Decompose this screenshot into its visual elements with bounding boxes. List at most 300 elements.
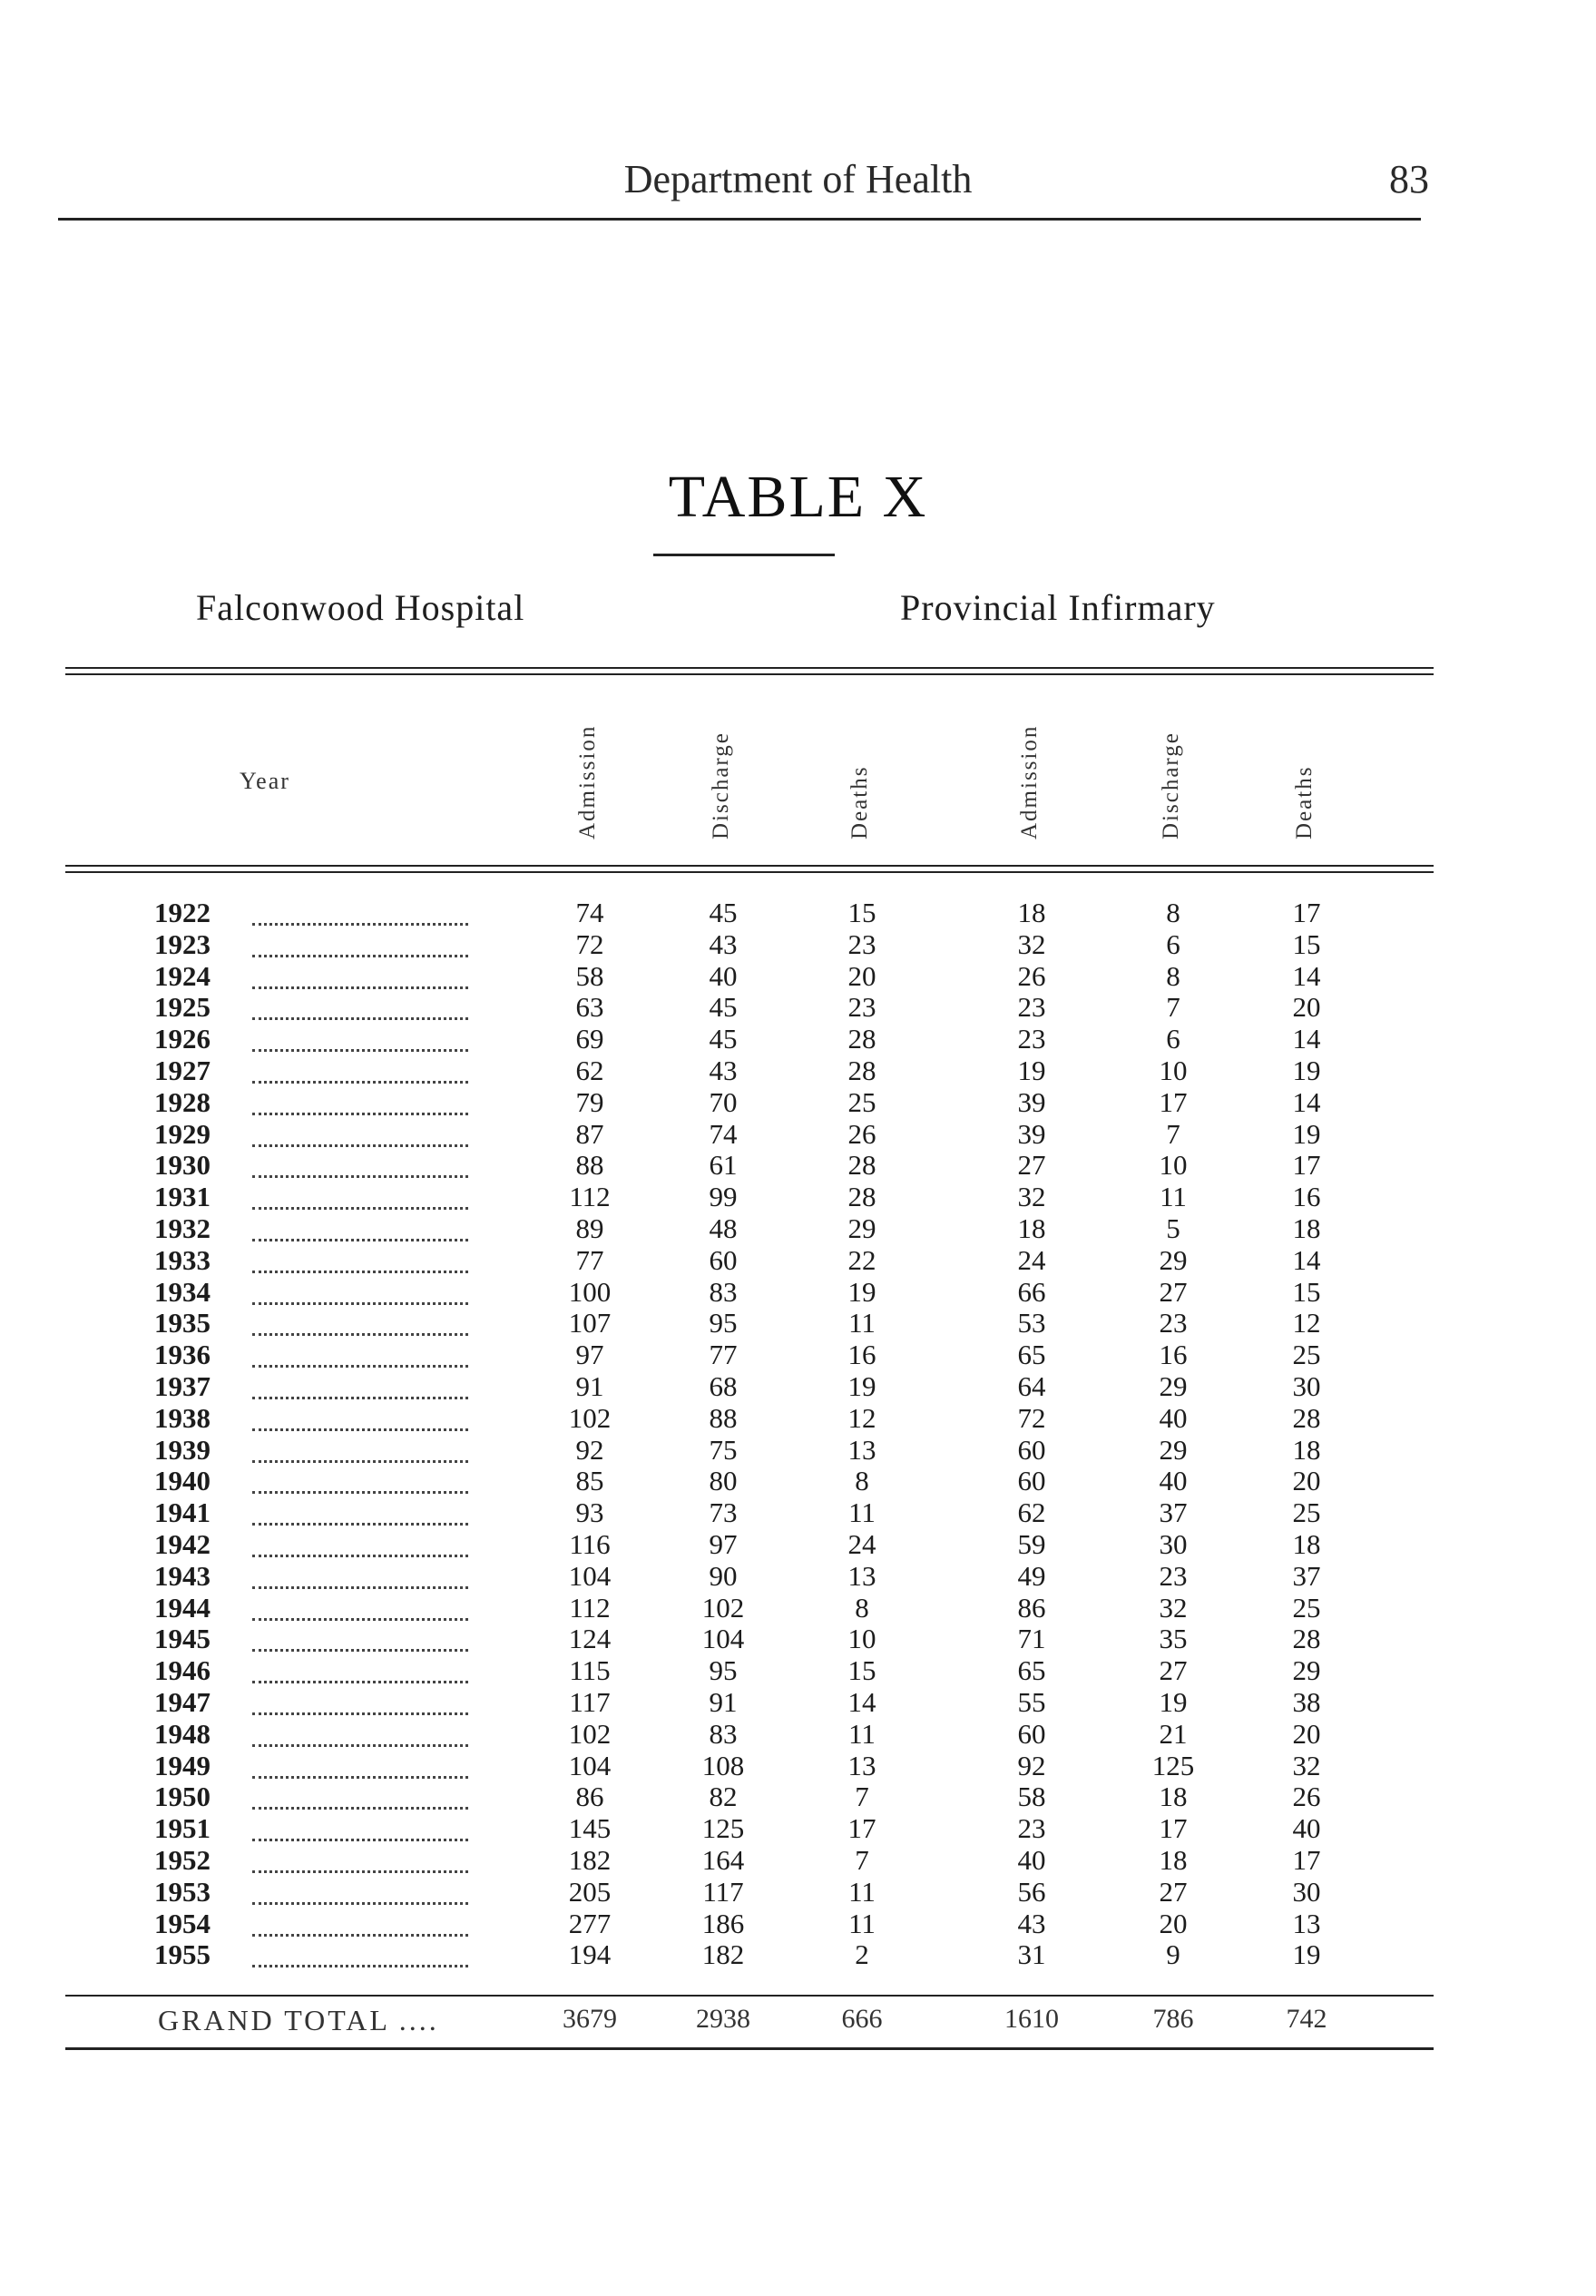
value-cell: 145 <box>568 1812 612 1845</box>
table-row <box>0 1245 1596 1277</box>
value-cell: 72 <box>1017 1401 1046 1434</box>
dot-leader <box>252 1959 468 1967</box>
value-cell: 25 <box>1292 1496 1321 1529</box>
value-cell: 72 <box>575 927 604 960</box>
table-row <box>0 1813 1596 1845</box>
value-cell: 19 <box>1292 1938 1321 1971</box>
dot-leader <box>252 981 468 989</box>
value-cell: 45 <box>709 991 738 1024</box>
title-underline <box>653 554 835 556</box>
year-cell: 1943 <box>154 1559 211 1592</box>
value-cell: 19 <box>847 1275 876 1308</box>
value-cell: 31 <box>1017 1938 1046 1971</box>
value-cell: 77 <box>575 1243 604 1276</box>
value-cell: 26 <box>1017 959 1046 992</box>
total-cell: 3679 <box>563 2004 617 2034</box>
value-cell: 15 <box>847 1654 876 1687</box>
value-cell: 83 <box>709 1717 738 1750</box>
value-cell: 117 <box>702 1875 744 1908</box>
value-cell: 32 <box>1017 927 1046 960</box>
group-label-provincial: Provincial Infirmary <box>900 587 1216 628</box>
value-cell: 75 <box>709 1433 738 1466</box>
dot-leader <box>252 917 468 926</box>
value-cell: 40 <box>709 959 738 992</box>
value-cell: 60 <box>709 1243 738 1276</box>
value-cell: 71 <box>1017 1623 1046 1655</box>
value-cell: 15 <box>1292 1275 1321 1308</box>
value-cell: 88 <box>709 1401 738 1434</box>
value-cell: 205 <box>568 1875 612 1908</box>
value-cell: 7 <box>1166 1117 1180 1150</box>
value-cell: 23 <box>847 927 876 960</box>
value-cell: 14 <box>1292 1023 1321 1055</box>
value-cell: 10 <box>1159 1149 1188 1182</box>
value-cell: 92 <box>575 1433 604 1466</box>
value-cell: 12 <box>847 1401 876 1434</box>
dot-leader <box>252 1517 468 1526</box>
value-cell: 40 <box>1292 1812 1321 1845</box>
year-cell: 1946 <box>154 1654 211 1687</box>
running-head: Department of Health <box>623 157 973 201</box>
value-cell: 38 <box>1292 1685 1321 1718</box>
dot-leader <box>252 1644 468 1652</box>
table-row <box>0 898 1596 929</box>
value-cell: 24 <box>847 1527 876 1560</box>
year-cell: 1932 <box>154 1212 211 1244</box>
dot-leader <box>252 1391 468 1399</box>
year-cell: 1924 <box>154 959 211 992</box>
dot-leader <box>252 1549 468 1557</box>
value-cell: 45 <box>709 897 738 928</box>
value-cell: 6 <box>1166 1023 1180 1055</box>
value-cell: 87 <box>575 1117 604 1150</box>
table-row <box>0 961 1596 993</box>
value-cell: 32 <box>1017 1181 1046 1213</box>
total-cell: 1610 <box>1004 2004 1059 2034</box>
value-cell: 18 <box>1159 1843 1188 1876</box>
value-cell: 19 <box>847 1369 876 1402</box>
year-cell: 1954 <box>154 1907 211 1939</box>
value-cell: 95 <box>709 1654 738 1687</box>
value-cell: 30 <box>1292 1875 1321 1908</box>
value-cell: 10 <box>1159 1054 1188 1086</box>
value-cell: 17 <box>1292 1149 1321 1182</box>
value-cell: 32 <box>1159 1591 1188 1624</box>
table-row <box>0 1939 1596 1971</box>
value-cell: 22 <box>847 1243 876 1276</box>
year-cell: 1949 <box>154 1749 211 1781</box>
value-cell: 117 <box>569 1685 611 1718</box>
year-cell: 1939 <box>154 1433 211 1466</box>
value-cell: 91 <box>709 1685 738 1718</box>
table-row <box>0 1655 1596 1687</box>
year-cell: 1941 <box>154 1496 211 1529</box>
value-cell: 7 <box>1166 991 1180 1024</box>
value-cell: 29 <box>1159 1369 1188 1402</box>
table-row <box>0 1719 1596 1751</box>
year-cell: 1951 <box>154 1812 211 1845</box>
table-row <box>0 1751 1596 1782</box>
dot-leader <box>252 1613 468 1621</box>
value-cell: 112 <box>569 1591 611 1624</box>
value-cell: 28 <box>847 1149 876 1182</box>
value-cell: 66 <box>1017 1275 1046 1308</box>
value-cell: 23 <box>847 991 876 1024</box>
header-bottom-rule <box>65 865 1434 874</box>
value-cell: 19 <box>1159 1685 1188 1718</box>
dot-leader <box>252 1170 468 1178</box>
value-cell: 11 <box>848 1496 876 1529</box>
value-cell: 29 <box>1159 1243 1188 1276</box>
value-cell: 27 <box>1017 1149 1046 1182</box>
year-cell: 1955 <box>154 1938 211 1971</box>
column-header-falconwood-admission: Admission <box>575 724 600 839</box>
value-cell: 104 <box>701 1623 745 1655</box>
value-cell: 56 <box>1017 1875 1046 1908</box>
value-cell: 18 <box>1292 1212 1321 1244</box>
value-cell: 43 <box>709 927 738 960</box>
year-cell: 1933 <box>154 1243 211 1276</box>
table-row <box>0 1497 1596 1529</box>
table-row <box>0 1466 1596 1497</box>
value-cell: 14 <box>1292 1085 1321 1118</box>
value-cell: 125 <box>1151 1749 1195 1781</box>
value-cell: 23 <box>1017 1023 1046 1055</box>
year-cell: 1938 <box>154 1401 211 1434</box>
year-cell: 1950 <box>154 1781 211 1813</box>
value-cell: 26 <box>1292 1781 1321 1813</box>
dot-leader <box>252 1075 468 1084</box>
year-cell: 1944 <box>154 1591 211 1624</box>
table-row <box>0 929 1596 961</box>
value-cell: 60 <box>1017 1433 1046 1466</box>
value-cell: 29 <box>847 1212 876 1244</box>
value-cell: 27 <box>1159 1275 1188 1308</box>
value-cell: 104 <box>568 1559 612 1592</box>
header-rule <box>58 218 1421 221</box>
value-cell: 125 <box>701 1812 745 1845</box>
value-cell: 100 <box>568 1275 612 1308</box>
value-cell: 74 <box>575 897 604 928</box>
value-cell: 21 <box>1159 1717 1188 1750</box>
value-cell: 62 <box>1017 1496 1046 1529</box>
year-cell: 1936 <box>154 1339 211 1371</box>
column-header-falconwood-discharge: Discharge <box>709 731 733 839</box>
value-cell: 17 <box>1159 1812 1188 1845</box>
value-cell: 19 <box>1017 1054 1046 1086</box>
value-cell: 48 <box>709 1212 738 1244</box>
year-cell: 1953 <box>154 1875 211 1908</box>
value-cell: 86 <box>1017 1591 1046 1624</box>
year-cell: 1948 <box>154 1717 211 1750</box>
value-cell: 112 <box>569 1181 611 1213</box>
year-cell: 1931 <box>154 1181 211 1213</box>
value-cell: 102 <box>568 1401 612 1434</box>
table-row <box>0 1687 1596 1719</box>
value-cell: 90 <box>709 1559 738 1592</box>
value-cell: 20 <box>1292 1717 1321 1750</box>
dot-leader <box>252 949 468 957</box>
table-row <box>0 1277 1596 1309</box>
value-cell: 30 <box>1159 1527 1188 1560</box>
value-cell: 20 <box>1292 991 1321 1024</box>
table-row <box>0 1308 1596 1339</box>
value-cell: 18 <box>1292 1433 1321 1466</box>
group-label-falconwood: Falconwood Hospital <box>196 587 525 628</box>
value-cell: 70 <box>709 1085 738 1118</box>
value-cell: 43 <box>709 1054 738 1086</box>
dot-leader <box>252 1739 468 1747</box>
value-cell: 14 <box>1292 959 1321 992</box>
year-cell: 1929 <box>154 1117 211 1150</box>
value-cell: 95 <box>709 1307 738 1339</box>
value-cell: 59 <box>1017 1527 1046 1560</box>
value-cell: 37 <box>1159 1496 1188 1529</box>
value-cell: 25 <box>1292 1591 1321 1624</box>
table-row <box>0 992 1596 1024</box>
value-cell: 102 <box>568 1717 612 1750</box>
total-cell: 742 <box>1286 2004 1327 2034</box>
year-cell: 1935 <box>154 1307 211 1339</box>
value-cell: 64 <box>1017 1369 1046 1402</box>
dot-leader <box>252 1107 468 1115</box>
value-cell: 23 <box>1017 991 1046 1024</box>
value-cell: 55 <box>1017 1685 1046 1718</box>
total-cell: 666 <box>841 2004 883 2034</box>
value-cell: 11 <box>848 1875 876 1908</box>
value-cell: 277 <box>568 1907 612 1939</box>
value-cell: 11 <box>848 1307 876 1339</box>
value-cell: 115 <box>569 1654 611 1687</box>
table-row <box>0 1624 1596 1655</box>
table-row <box>0 1403 1596 1435</box>
value-cell: 13 <box>847 1749 876 1781</box>
year-column-header: Year <box>240 768 290 794</box>
table-row <box>0 1529 1596 1561</box>
dot-leader <box>252 1202 468 1210</box>
value-cell: 68 <box>709 1369 738 1402</box>
column-header-provincial-deaths: Deaths <box>1292 765 1317 839</box>
dot-leader <box>252 1801 468 1810</box>
value-cell: 92 <box>1017 1749 1046 1781</box>
value-cell: 14 <box>847 1685 876 1718</box>
dot-leader <box>252 1455 468 1463</box>
table-row <box>0 1055 1596 1087</box>
value-cell: 58 <box>1017 1781 1046 1813</box>
value-cell: 16 <box>1292 1181 1321 1213</box>
table-row <box>0 1087 1596 1119</box>
table-title: TABLE X <box>668 464 928 530</box>
value-cell: 86 <box>575 1781 604 1813</box>
value-cell: 74 <box>709 1117 738 1150</box>
value-cell: 11 <box>1160 1181 1187 1213</box>
value-cell: 12 <box>1292 1307 1321 1339</box>
value-cell: 69 <box>575 1023 604 1055</box>
value-cell: 43 <box>1017 1907 1046 1939</box>
dot-leader <box>252 1139 468 1147</box>
value-cell: 24 <box>1017 1243 1046 1276</box>
value-cell: 28 <box>1292 1401 1321 1434</box>
value-cell: 20 <box>1159 1907 1188 1939</box>
value-cell: 17 <box>1292 1843 1321 1876</box>
value-cell: 20 <box>1292 1465 1321 1497</box>
table-row <box>0 1593 1596 1624</box>
grand-total-label: GRAND TOTAL .... <box>158 2004 439 2036</box>
value-cell: 11 <box>848 1907 876 1939</box>
value-cell: 73 <box>709 1496 738 1529</box>
value-cell: 58 <box>575 959 604 992</box>
value-cell: 20 <box>847 959 876 992</box>
value-cell: 10 <box>847 1623 876 1655</box>
year-cell: 1930 <box>154 1149 211 1182</box>
value-cell: 15 <box>1292 927 1321 960</box>
value-cell: 116 <box>569 1527 611 1560</box>
value-cell: 30 <box>1292 1369 1321 1402</box>
table-body <box>0 898 1596 1971</box>
table-row <box>0 1435 1596 1467</box>
value-cell: 99 <box>709 1181 738 1213</box>
value-cell: 89 <box>575 1212 604 1244</box>
value-cell: 26 <box>847 1117 876 1150</box>
value-cell: 17 <box>1292 897 1321 928</box>
value-cell: 18 <box>1292 1527 1321 1560</box>
value-cell: 7 <box>855 1781 869 1813</box>
value-cell: 104 <box>568 1749 612 1781</box>
value-cell: 61 <box>709 1149 738 1182</box>
dot-leader <box>252 1044 468 1052</box>
value-cell: 82 <box>709 1781 738 1813</box>
value-cell: 23 <box>1159 1307 1188 1339</box>
value-cell: 14 <box>1292 1243 1321 1276</box>
header-top-rule <box>65 667 1434 676</box>
dot-leader <box>252 1897 468 1905</box>
grand-total-row <box>0 2004 1596 2040</box>
year-cell: 1934 <box>154 1275 211 1308</box>
value-cell: 65 <box>1017 1339 1046 1371</box>
value-cell: 63 <box>575 991 604 1024</box>
value-cell: 27 <box>1159 1875 1188 1908</box>
value-cell: 6 <box>1166 927 1180 960</box>
table-row <box>0 1845 1596 1877</box>
value-cell: 80 <box>709 1465 738 1497</box>
value-cell: 37 <box>1292 1559 1321 1592</box>
table-row <box>0 1150 1596 1182</box>
value-cell: 45 <box>709 1023 738 1055</box>
table-row <box>0 1119 1596 1151</box>
value-cell: 62 <box>575 1054 604 1086</box>
value-cell: 17 <box>847 1812 876 1845</box>
value-cell: 8 <box>1166 959 1180 992</box>
value-cell: 8 <box>855 1465 869 1497</box>
value-cell: 65 <box>1017 1654 1046 1687</box>
value-cell: 93 <box>575 1496 604 1529</box>
value-cell: 40 <box>1017 1843 1046 1876</box>
value-cell: 2 <box>855 1938 869 1971</box>
value-cell: 32 <box>1292 1749 1321 1781</box>
value-cell: 28 <box>847 1054 876 1086</box>
year-cell: 1925 <box>154 991 211 1024</box>
value-cell: 23 <box>1017 1812 1046 1845</box>
totals-bottom-rule <box>65 2047 1434 2050</box>
value-cell: 182 <box>568 1843 612 1876</box>
dot-leader <box>252 1833 468 1841</box>
dot-leader <box>252 1771 468 1779</box>
year-cell: 1922 <box>154 897 211 928</box>
value-cell: 102 <box>701 1591 745 1624</box>
value-cell: 108 <box>701 1749 745 1781</box>
value-cell: 39 <box>1017 1117 1046 1150</box>
dot-leader <box>252 1328 468 1336</box>
value-cell: 88 <box>575 1149 604 1182</box>
value-cell: 13 <box>1292 1907 1321 1939</box>
value-cell: 97 <box>575 1339 604 1371</box>
table-row <box>0 1339 1596 1371</box>
dot-leader <box>252 1233 468 1241</box>
table-row <box>0 1781 1596 1813</box>
dot-leader <box>252 1297 468 1305</box>
value-cell: 28 <box>847 1181 876 1213</box>
column-header-falconwood-deaths: Deaths <box>847 765 872 839</box>
value-cell: 186 <box>701 1907 745 1939</box>
value-cell: 40 <box>1159 1465 1188 1497</box>
table-row <box>0 1024 1596 1055</box>
value-cell: 28 <box>1292 1623 1321 1655</box>
value-cell: 16 <box>847 1339 876 1371</box>
year-cell: 1952 <box>154 1843 211 1876</box>
value-cell: 5 <box>1166 1212 1180 1244</box>
total-cell: 2938 <box>696 2004 750 2034</box>
column-header-provincial-admission: Admission <box>1017 724 1042 839</box>
dot-leader <box>252 1865 468 1873</box>
value-cell: 9 <box>1166 1938 1180 1971</box>
value-cell: 60 <box>1017 1465 1046 1497</box>
value-cell: 107 <box>568 1307 612 1339</box>
value-cell: 77 <box>709 1339 738 1371</box>
value-cell: 29 <box>1159 1433 1188 1466</box>
value-cell: 19 <box>1292 1054 1321 1086</box>
table-row <box>0 1182 1596 1213</box>
value-cell: 17 <box>1159 1085 1188 1118</box>
value-cell: 23 <box>1159 1559 1188 1592</box>
value-cell: 8 <box>1166 897 1180 928</box>
value-cell: 25 <box>1292 1339 1321 1371</box>
value-cell: 91 <box>575 1369 604 1402</box>
year-cell: 1945 <box>154 1623 211 1655</box>
year-cell: 1940 <box>154 1465 211 1497</box>
page-number: 83 <box>1389 157 1429 201</box>
value-cell: 40 <box>1159 1401 1188 1434</box>
dot-leader <box>252 1265 468 1273</box>
value-cell: 19 <box>1292 1117 1321 1150</box>
table-row <box>0 1371 1596 1403</box>
dot-leader <box>252 1423 468 1431</box>
value-cell: 16 <box>1159 1339 1188 1371</box>
value-cell: 11 <box>848 1717 876 1750</box>
value-cell: 35 <box>1159 1623 1188 1655</box>
table-row <box>0 1561 1596 1593</box>
value-cell: 29 <box>1292 1654 1321 1687</box>
year-cell: 1928 <box>154 1085 211 1118</box>
value-cell: 39 <box>1017 1085 1046 1118</box>
value-cell: 25 <box>847 1085 876 1118</box>
value-cell: 182 <box>701 1938 745 1971</box>
dot-leader <box>252 1707 468 1715</box>
year-cell: 1927 <box>154 1054 211 1086</box>
table-row <box>0 1908 1596 1940</box>
value-cell: 194 <box>568 1938 612 1971</box>
value-cell: 13 <box>847 1433 876 1466</box>
value-cell: 97 <box>709 1527 738 1560</box>
